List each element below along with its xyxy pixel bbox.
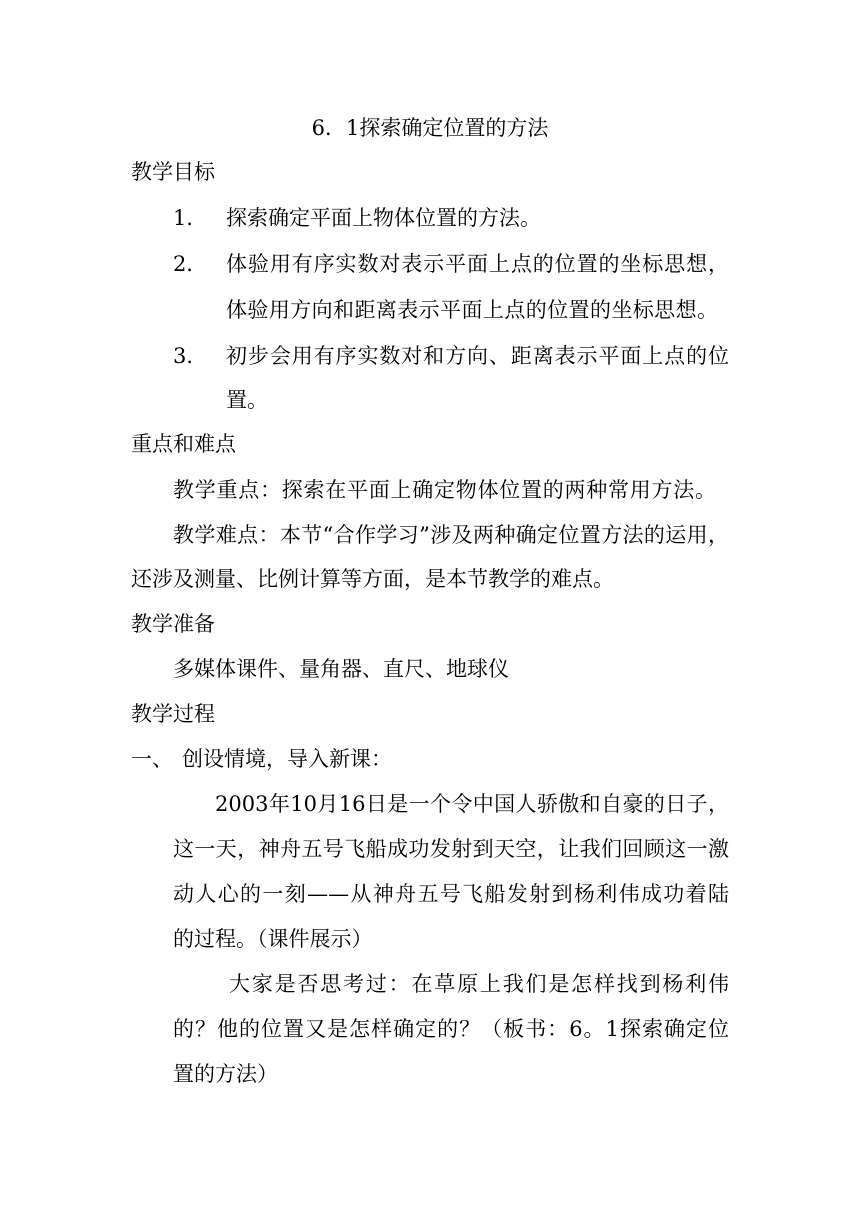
objective-1-text: 探索确定平面上物体位置的方法。	[226, 206, 541, 230]
intro-paragraph-line-4: 的过程。（课件展示）	[173, 927, 373, 951]
document-title: 6．1探索确定位置的方法	[311, 116, 549, 140]
objective-3-text-line-1: 初步会用有序实数对和方向、距离表示平面上点的位	[226, 344, 729, 368]
objective-2-number: 2．	[173, 252, 208, 276]
objective-3-text-line-2: 置。	[226, 388, 268, 412]
section-title: 创设情境，导入新课：	[182, 747, 392, 771]
key-points-heading: 重点和难点	[131, 432, 236, 456]
preparation-heading: 教学准备	[131, 612, 215, 636]
objective-2-text-line-1: 体验用有序实数对表示平面上点的位置的坐标思想，	[226, 252, 729, 276]
question-paragraph-line-3: 置的方法）	[173, 1062, 278, 1086]
objectives-heading: 教学目标	[131, 160, 215, 184]
teaching-difficulty-line-2: 还涉及测量、比例计算等方面，是本节教学的难点。	[131, 567, 614, 591]
intro-paragraph-line-1: 2003年10月16日是一个令中国人骄傲和自豪的日子，	[215, 792, 729, 816]
objective-2-text-line-2: 体验用方向和距离表示平面上点的位置的坐标思想。	[226, 298, 718, 322]
preparation-text: 多媒体课件、量角器、直尺、地球仪	[173, 657, 509, 681]
intro-paragraph-line-2: 这一天，神舟五号飞船成功发射到天空，让我们回顾这一激	[173, 837, 729, 861]
question-paragraph-line-1: 大家是否思考过：在草原上我们是怎样找到杨利伟	[229, 972, 729, 996]
objective-3-number: 3．	[173, 344, 208, 368]
section-number: 一、	[131, 747, 173, 771]
teaching-difficulty-line-1: 教学难点：本节“合作学习”涉及两种确定位置方法的运用，	[173, 523, 729, 547]
intro-paragraph-line-3: 动人心的一刻——从神舟五号飞船发射到杨利伟成功着陆	[173, 882, 729, 906]
teaching-focus: 教学重点：探索在平面上确定物体位置的两种常用方法。	[173, 478, 716, 502]
process-heading: 教学过程	[131, 702, 215, 726]
objective-1-number: 1．	[173, 206, 208, 230]
question-paragraph-line-2: 的？他的位置又是怎样确定的？（板书：6。1探索确定位	[173, 1017, 729, 1041]
